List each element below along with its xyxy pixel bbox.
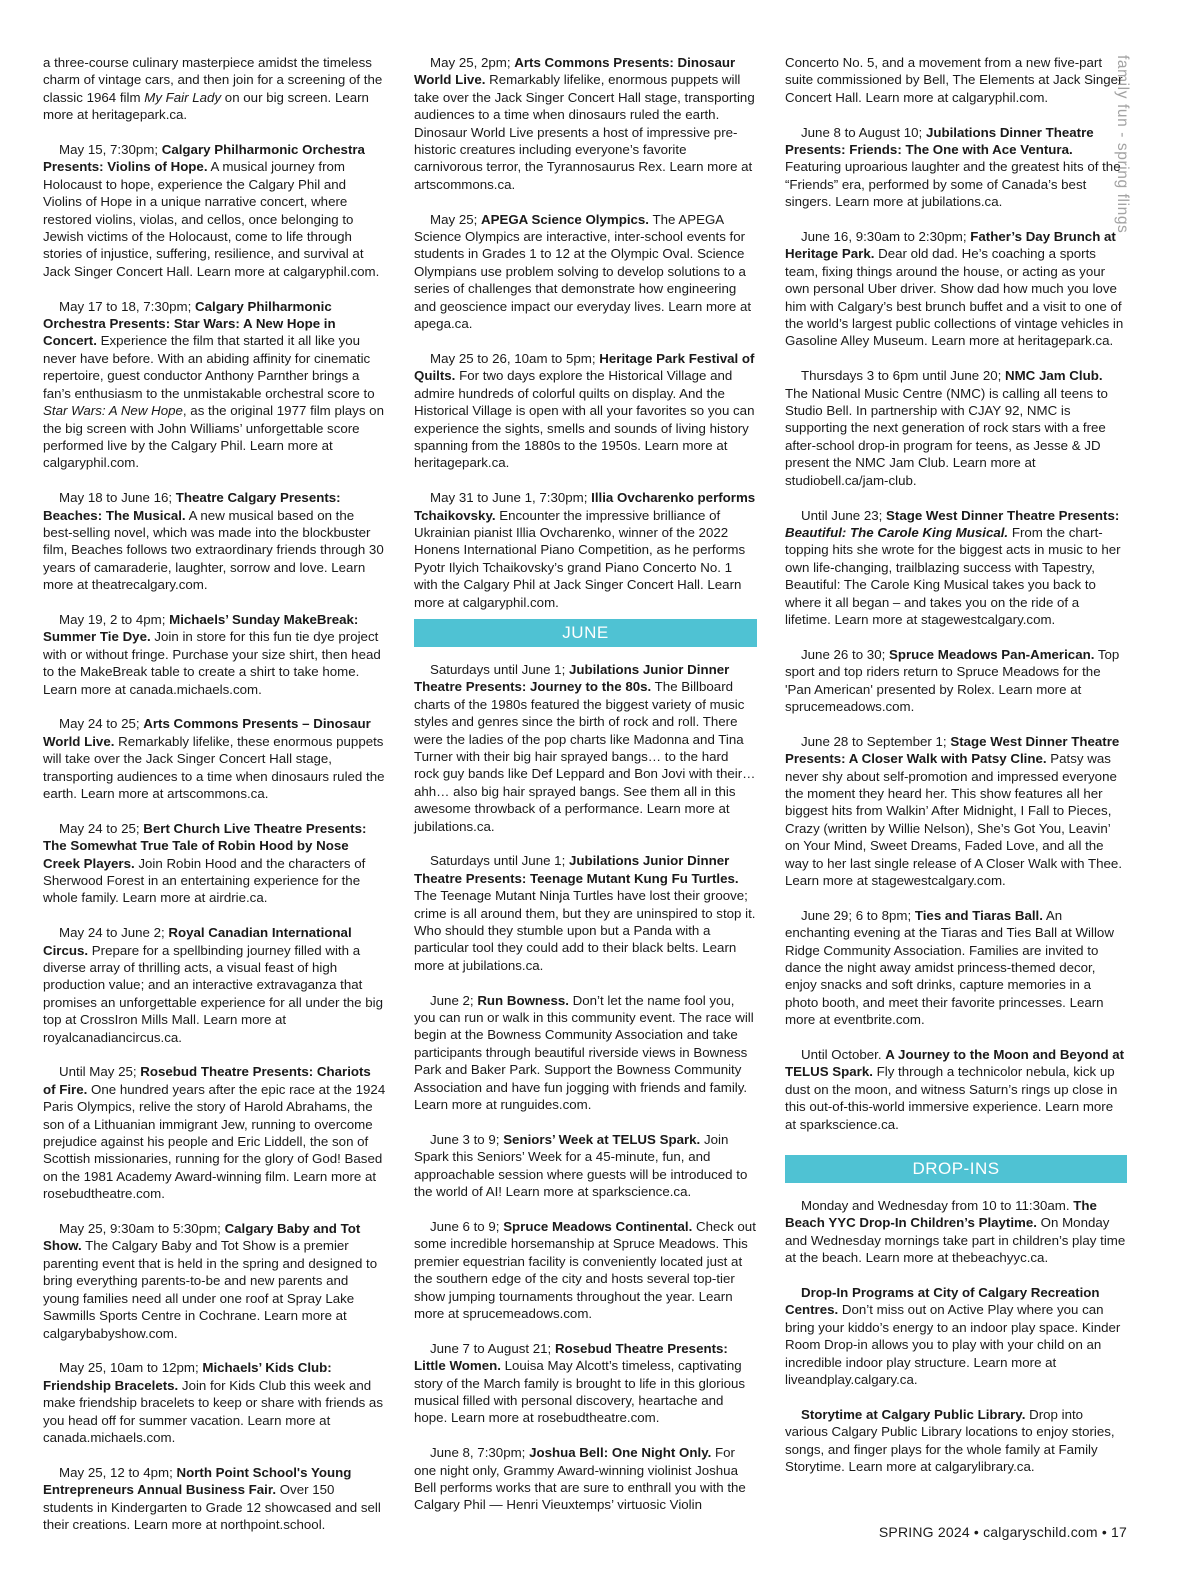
event-entry: May 15, 7:30pm; Calgary Philharmonic Orchestra Presents: Violins of Hope. A musical journey from Holocaust to hope, experience the Calgary Phil and Violins of Hope in a unique narrative concert, where restored violins, violas, and cellos, once belonging to Jewish victims of the Holocaust, come to life through stories of injustice, suffering, resilience, and survival at Jack Singer Concert Hall. Learn more at calgaryphil.com. bbox=[43, 142, 380, 279]
event-title: Stage West Dinner Theatre Presents: A Closer Walk with Patsy Cline. bbox=[785, 733, 1120, 767]
event-entry: Drop-In Programs at City of Calgary Recreation Centres. Don’t miss out on Active Play where you can bring your kiddo’s energy to an indoor play space. Kinder Room Drop-in allows you to play with your child on an incredible indoor play structure. Learn more at liveandplay.calgary.ca. bbox=[785, 1285, 1121, 1388]
event-title: Drop-In Programs at City of Calgary Recreation Centres. bbox=[785, 1285, 1100, 1318]
section-heading-june: JUNE bbox=[414, 619, 757, 647]
event-title: Michaels’ Kids Club: Friendship Bracelets. bbox=[43, 1360, 332, 1393]
event-title: APEGA Science Olympics. bbox=[481, 211, 650, 227]
event-entry: May 24 to 25; Bert Church Live Theatre Presents: The Somewhat True Tale of Robin Hood by Nose Creek Players. Join Robin Hood and the characters of Sherwood Forest in an entertaining experience for the whole family. Learn more at airdrie.ca. bbox=[43, 820, 367, 906]
event-entry: May 24 to 25; Arts Commons Presents – Dinosaur World Live. Remarkably lifelike, these enormous puppets will take over the Jack Singer Concert Hall stage, transporting audiences to a time when dinosaurs ruled the earth. Learn more at artscommons.ca. bbox=[43, 716, 385, 801]
event-title: Run Bowness. bbox=[477, 992, 569, 1008]
event-entry: Saturdays until June 1; Jubilations Junior Dinner Theatre Presents: Teenage Mutant Kung Fu Turtles. The Teenage Mutant Ninja Turtles have lost their groove; crime is all around them, but they are uninspired to stop it. Who should they stumble upon but a Panda with a particular tool they could add to their black belts. Learn more at jubilations.ca. bbox=[414, 853, 756, 973]
event-entry: Thursdays 3 to 6pm until June 20; NMC Jam Club. The National Music Centre (NMC) is calling all teens to Studio Bell. In partnership with CJAY 92, NMC is supporting the next generation of rock stars with a free after-school drop-in program for teens, as Jesse & JD present the NMC Jam Club. Learn more at studiobell.ca/jam-club. bbox=[785, 368, 1108, 488]
event-entry: Until May 25; Rosebud Theatre Presents: Chariots of Fire. One hundred years after the epic race at the 1924 Paris Olympics, relive the story of Harold Abrahams, the son of a Lithuanian immigrant Jew, running to overcome prejudice against his people and Eric Liddell, the son of Scottish missionaries, running for the glory of God! Based on the 1981 Academy Award-winning film. Learn more at rosebudtheatre.com. bbox=[43, 1064, 386, 1202]
event-entry: a three-course culinary masterpiece amidst the timeless charm of vintage cars, and then join for a screening of the classic 1964 film My Fair Lady on our big screen. Learn more at heritagepark.ca. bbox=[43, 55, 383, 123]
event-entry: May 25, 10am to 12pm; Michaels’ Kids Club: Friendship Bracelets. Join for Kids Club this week and make friendship bracelets to keep or share with friends as you head off for summer vacation. Learn more at canada.michaels.com. bbox=[43, 1360, 383, 1445]
event-title: Theatre Calgary Presents: Beaches: The Musical. bbox=[43, 490, 341, 523]
event-title: Jubilations Junior Dinner Theatre Presents: Journey to the 80s. bbox=[414, 661, 730, 695]
event-entry: June 8 to August 10; Jubilations Dinner Theatre Presents: Friends: The One with Ace Ventura. Featuring uproarious laughter and the greatest hits of the “Friends” era, performed by some of Canada’s best singers. Learn more at jubilations.ca. bbox=[785, 124, 1121, 210]
event-entry: May 19, 2 to 4pm; Michaels’ Sunday MakeBreak: Summer Tie Dye. Join in store for this fun tie dye project with or without fringe. Purchase your size shirt, then head to the MakeBreak table to create a shirt to take home. Learn more at canada.michaels.com. bbox=[43, 611, 381, 697]
event-title: Royal Canadian International Circus. bbox=[43, 925, 352, 958]
event-entry: June 8, 7:30pm; Joshua Bell: One Night Only. For one night only, Grammy Award-winning violinist Joshua Bell performs works that are sure to enthrall you with the Calgary Phil — Henri Vieuxtemps’ virtuosic Violin bbox=[414, 1445, 746, 1513]
event-entry: May 18 to June 16; Theatre Calgary Presents: Beaches: The Musical. A new musical based on the best-selling novel, which was made into the blockbuster film, Beaches follows two extraordinary friends through 30 years of camaraderie, laughter, sorrow and love. Learn more at theatrecalgary.com. bbox=[43, 490, 384, 593]
page-footer: SPRING 2024 • calgaryschild.com • 17 bbox=[878, 1524, 1127, 1540]
event-title: Ties and Tiaras Ball. bbox=[914, 907, 1043, 923]
event-entry: Storytime at Calgary Public Library. Drop into various Calgary Public Library locations to enjoy stories, songs, and finger plays for the whole family at Family Storytime. Learn more at calgarylibrary.ca. bbox=[785, 1406, 1115, 1475]
event-title: Calgary Philharmonic Orchestra Presents: Star Wars: A New Hope in Concert. bbox=[43, 298, 336, 349]
column-2 bbox=[414, 54, 757, 1531]
event-entry: May 25, 12 to 4pm; North Point School's Young Entrepreneurs Annual Business Fair. Over 150 students in Kindergarten to Grade 12 showcased and sell their creations. Learn more at northpoint.school. bbox=[43, 1464, 381, 1532]
event-entry: June 29; 6 to 8pm; Ties and Tiaras Ball. An enchanting evening at the Tiaras and Ties Ball at Willow Ridge Community Association. Families are invited to dance the night away amidst princess-themed decor, enjoy snacks and soft drinks, capture memories in a photo booth, and meet their favorite princesses. Learn more at eventbrite.com. bbox=[785, 907, 1114, 1028]
event-entry: May 24 to June 2; Royal Canadian International Circus. Prepare for a spellbinding journey filled with a diverse array of thrilling acts, a visual feast of high production value; and an interactive extravaganza that promises an unforgettable experience for all under the big top at CrossIron Mills Mall. Learn more at royalcanadiancircus.ca. bbox=[43, 925, 384, 1045]
event-title: Storytime at Calgary Public Library. bbox=[801, 1406, 1026, 1422]
event-entry: June 26 to 30; Spruce Meadows Pan-American. Top sport and top riders return to Spruce Meadows for the 'Pan American' presented by Rolex. Learn more at sprucemeadows.com. bbox=[785, 646, 1120, 714]
event-entry: June 6 to 9; Spruce Meadows Continental. Check out some incredible horsemanship at Spruce Meadows. This premier equestrian facility is conveniently located just at the southern edge of the city and hosts several top-tier show jumping tournaments throughout the year. Learn more at sprucemeadows.com. bbox=[414, 1218, 756, 1321]
event-entry: May 25 to 26, 10am to 5pm; Heritage Park Festival of Quilts. For two days explore the Historical Village and admire hundreds of colorful quilts on display. And the Historical Village is open with all your favorites so you can experience the sights, smells and sounds of living history spanning from the 1880s to the 1950s. Learn more at heritagepark.ca. bbox=[414, 350, 755, 471]
column-3 bbox=[785, 54, 1127, 1493]
event-title: Bert Church Live Theatre Presents: The Somewhat True Tale of Robin Hood by Nose Creek Players. bbox=[43, 820, 367, 871]
event-entry: Saturdays until June 1; Jubilations Junior Dinner Theatre Presents: Journey to the 80s. The Billboard charts of the 1980s featured the biggest variety of music styles and genres since the birth of rock and roll. There were the ladies of the pop charts like Madonna and Tina Turner with their big hair sprayed bangs… to the hard rock guy bands like Def Leppard and Bon Jovi with their… ahh… also big hair sprayed bangs. See them all in this awesome throwback of a performance. Learn more at jubilations.ca. bbox=[414, 661, 756, 834]
event-title: Calgary Baby and Tot Show. bbox=[43, 1221, 361, 1254]
event-title: Arts Commons Presents: Dinosaur World Live. bbox=[414, 55, 736, 88]
event-entry: May 25; APEGA Science Olympics. The APEGA Science Olympics are interactive, inter-school events for students in Grades 1 to 12 at the Olympic Oval. Science Olympians use problem solving to develop solutions to a series of challenges that demonstrate how engineering and geoscience impact our everyday lives. Learn more at apega.ca. bbox=[414, 211, 752, 332]
event-title: Stage West Dinner Theatre Presents: bbox=[886, 507, 1120, 523]
section-side-tab bbox=[1114, 55, 1154, 267]
event-title: Illia Ovcharenko performs Tchaikovsky. bbox=[414, 490, 756, 523]
event-title-italic: Beautiful: The Carole King Musical. bbox=[785, 524, 1009, 540]
event-entry: June 3 to 9; Seniors’ Week at TELUS Spark. Join Spark this Seniors’ Week for a 45-minute, fun, and approachable session where guests will be introduced to the world of AI! Learn more at sparkscience.ca. bbox=[414, 1131, 748, 1200]
event-title: Spruce Meadows Pan-American. bbox=[888, 646, 1095, 662]
event-entry: June 16, 9:30am to 2:30pm; Father’s Day Brunch at Heritage Park. Dear old dad. He’s coaching a sports team, fixing things around the house, or acting as your own personal Uber driver. Show dad how much you love him with Calgary’s best brunch buffet and a visit to one of the world’s largest public collections of vintage vehicles in Gasoline Alley Museum. Learn more at heritagepark.ca. bbox=[785, 229, 1124, 349]
event-entry: Monday and Wednesday from 10 to 11:30am. The Beach YYC Drop-In Children’s Playtime. On Monday and Wednesday mornings take part in children’s play time at the beach. Learn more at thebeachyyc.ca. bbox=[785, 1198, 1126, 1266]
column-1 bbox=[43, 54, 387, 1551]
event-title: Jubilations Dinner Theatre Presents: Friends: The One with Ace Ventura. bbox=[785, 124, 1094, 158]
event-entry: June 7 to August 21; Rosebud Theatre Presents: Little Women. Louisa May Alcott’s timeless, captivating story of the March family is brought to life in this glorious musical filled with personal discovery, heartache and hope. Learn more at rosebudtheatre.com. bbox=[414, 1340, 746, 1426]
event-title: Father’s Day Brunch at Heritage Park. bbox=[785, 229, 1116, 262]
event-title: Spruce Meadows Continental. bbox=[503, 1218, 693, 1234]
event-entry: Until June 23; Stage West Dinner Theatre Presents: Beautiful: The Carole King Musical. From the chart-topping hits she wrote for the biggest acts in music to her own life-changing, trailblazing success with Tapestry, Beautiful: The Carole King Musical takes you back to where it all began – and takes you on the ride of a lifetime. Learn more at stagewestcalgary.com. bbox=[785, 507, 1121, 627]
event-title: Joshua Bell: One Night Only. bbox=[529, 1445, 712, 1461]
event-title: A Journey to the Moon and Beyond at TELUS Spark. bbox=[785, 1047, 1125, 1080]
event-entry: June 2; Run Bowness. Don’t let the name fool you, you can run or walk in this community event. The race will begin at the Bowness Community Association and take participants through beautiful riverside views in Bowness Park and Baker Park. Support the Bowness Community Association and have fun jogging with friends and family. Learn more at runguides.com. bbox=[414, 992, 754, 1113]
event-entry: Concerto No. 5, and a movement from a new five-part suite commissioned by Bell, The Elements at Jack Singer Concert Hall. Learn more at calgaryphil.com. bbox=[785, 55, 1123, 105]
event-title: NMC Jam Club. bbox=[1005, 368, 1103, 384]
event-entry: May 31 to June 1, 7:30pm; Illia Ovcharenko performs Tchaikovsky. Encounter the impressive brilliance of Ukrainian pianist Illia Ovcharenko, winner of the 2022 Honens International Piano Competition, as he performs Pyotr Ilyich Tchaikovsky’s grand Piano Concerto No. 1 with the Calgary Phil at Jack Singer Concert Hall. Learn more at calgaryphil.com. bbox=[414, 490, 756, 610]
event-title: Rosebud Theatre Presents: Little Women. bbox=[414, 1340, 728, 1374]
event-title: Seniors’ Week at TELUS Spark. bbox=[503, 1131, 701, 1147]
event-entry: May 17 to 18, 7:30pm; Calgary Philharmonic Orchestra Presents: Star Wars: A New Hope in Concert. Experience the film that started it all like you never have before. With an abiding affinity for cinematic repertoire, guest conductor Anthony Parnther brings a fan’s enthusiasm to the unmistakable orchestral score to Star Wars: A New Hope, as the original 1977 film plays on the big screen with John Williams’ unforgettable score performed live by the Calgary Phil. Learn more at calgaryphil.com. bbox=[43, 298, 384, 471]
event-entry: May 25, 2pm; Arts Commons Presents: Dinosaur World Live. Remarkably lifelike, enormous puppets will take over the Jack Singer Concert Hall stage, transporting audiences to a time when dinosaurs ruled the earth. Dinosaur World Live presents a host of impressive pre-historic creatures including everyone’s favorite carnivorous terror, the Tyrannosaurus Rex. Learn more at artscommons.ca. bbox=[414, 55, 755, 192]
event-title: Arts Commons Presents – Dinosaur World Live. bbox=[43, 716, 371, 749]
event-entry: Until October. A Journey to the Moon and Beyond at TELUS Spark. Fly through a technicolor nebula, kick up dust on the moon, and witness Saturn’s rings up close in this out-of-this-world immersive experience. Learn more at sparkscience.ca. bbox=[785, 1047, 1125, 1132]
event-entry: May 25, 9:30am to 5:30pm; Calgary Baby and Tot Show. The Calgary Baby and Tot Show is a premier parenting event that is held in the spring and designed to bring everything parents-to-be and new parents and young families need all under one roof at Spray Lake Sawmills Sports Centre in Cochrane. Learn more at calgarybabyshow.com. bbox=[43, 1221, 378, 1341]
event-title: The Beach YYC Drop-In Children’s Playtime. bbox=[785, 1198, 1097, 1231]
side-tab-label: family fun - spring flings bbox=[1114, 55, 1131, 234]
event-title: Jubilations Junior Dinner Theatre Presents: Teenage Mutant Kung Fu Turtles. bbox=[414, 853, 739, 886]
event-title: Rosebud Theatre Presents: Chariots of Fire. bbox=[43, 1064, 371, 1097]
event-title: Calgary Philharmonic Orchestra Presents: Violins of Hope. bbox=[43, 142, 365, 175]
event-title: Michaels’ Sunday MakeBreak: Summer Tie Dye. bbox=[43, 611, 359, 645]
section-heading-drop-ins: DROP-INS bbox=[785, 1155, 1127, 1183]
event-entry: June 28 to September 1; Stage West Dinner Theatre Presents: A Closer Walk with Patsy Cline. Patsy was never shy about self-promotion and impressed everyone the moment they heard her. This show features all her biggest hits from Walkin’ After Midnight, I Fall to Pieces, Crazy (written by Willie Nelson), She’s Got You, Leavin’ on Your Mind, Sweet Dreams, Faded Love, and all the way to her last single release of A Closer Walk with Thee. Learn more at stagewestcalgary.com. bbox=[785, 733, 1123, 888]
event-title: Heritage Park Festival of Quilts. bbox=[414, 350, 755, 384]
event-title: North Point School's Young Entrepreneurs Annual Business Fair. bbox=[43, 1464, 352, 1498]
